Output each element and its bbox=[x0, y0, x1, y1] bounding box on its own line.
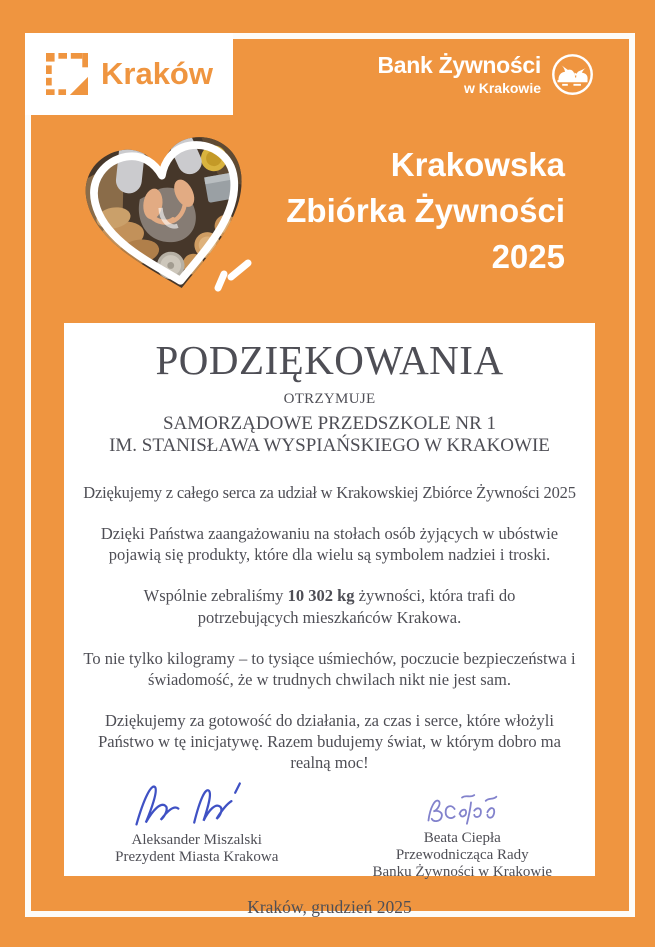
recipient-name-line2: IM. STANISŁAWA WYSPIAŃSKIEGO W KRAKOWIE bbox=[109, 434, 550, 456]
event-title-line2: Zbiórka Żywności bbox=[286, 192, 565, 229]
receives-label: OTRZYMUJE bbox=[283, 391, 376, 408]
bank-logo-name: Bank Żywności bbox=[377, 52, 541, 78]
krakow-logo bbox=[25, 33, 233, 115]
krakow-logo-label: Kraków bbox=[101, 56, 213, 91]
certificate-heading: PODZIĘKOWANIA bbox=[155, 337, 504, 383]
signature-right-title1: Przewodnicząca Rady bbox=[395, 847, 529, 864]
signature-right-handwriting-icon bbox=[407, 791, 517, 827]
recipient-name-line1: SAMORZĄDOWE PRZEDSZKOLE NR 1 bbox=[162, 413, 497, 435]
signature-left bbox=[64, 776, 330, 881]
paragraph-total bbox=[110, 585, 550, 627]
total-text-after: żywności, która trafi do potrzebujących mieszkańców Krakowa. bbox=[197, 586, 516, 627]
krakow-city-icon bbox=[46, 53, 88, 95]
paragraph-meaning: To nie tylko kilogramy – to tysiące uśmiechów, poczucie bezpieczeństwa i świadomość, że w trudnych chwilach nikt nie jest sam. bbox=[83, 648, 576, 689]
bank-zywnosci-emblem-icon bbox=[550, 52, 595, 97]
paragraph-gratitude: Dziękujemy za gotowość do działania, za czas i serce, które włożyli Państwo w tę inicjatywę. Razem budujemy świat, w którym dobro ma realną moc! bbox=[98, 710, 561, 773]
event-title-line1: Krakowska bbox=[390, 146, 565, 183]
paragraph-thanks: Dziękujemy z całego serca za udział w Krakowskiej Zbiórce Żywności 2025 bbox=[83, 483, 576, 503]
paragraph-impact: Dzięki Państwa zaangażowaniu na stołach osób żyjących w ubóstwie pojawią się produkty, które dla wielu są symbolem nadziei i troski. bbox=[100, 524, 559, 565]
signature-left-title: Prezydent Miasta Krakowa bbox=[115, 849, 279, 866]
bank-zywnosci-logo bbox=[377, 52, 595, 97]
signature-right-name: Beata Ciepła bbox=[423, 830, 501, 847]
signature-left-name: Aleksander Miszalski bbox=[131, 832, 262, 849]
signature-right-title2: Banku Żywności w Krakowie bbox=[372, 864, 553, 881]
signatures-row bbox=[64, 776, 595, 881]
total-text-before: Wspólnie zebraliśmy bbox=[143, 586, 288, 606]
signature-right bbox=[330, 776, 596, 881]
recipient-name bbox=[64, 413, 595, 456]
signature-left-handwriting-icon bbox=[122, 776, 272, 830]
sparkle-marks-icon bbox=[205, 250, 257, 298]
date-location: Kraków, grudzień 2025 bbox=[247, 897, 412, 918]
event-title bbox=[286, 142, 565, 280]
total-kg-value: 10 302 kg bbox=[287, 586, 355, 606]
certificate-card bbox=[64, 323, 595, 918]
bank-logo-city: w Krakowie bbox=[463, 80, 541, 96]
event-title-line3: 2025 bbox=[491, 238, 565, 275]
